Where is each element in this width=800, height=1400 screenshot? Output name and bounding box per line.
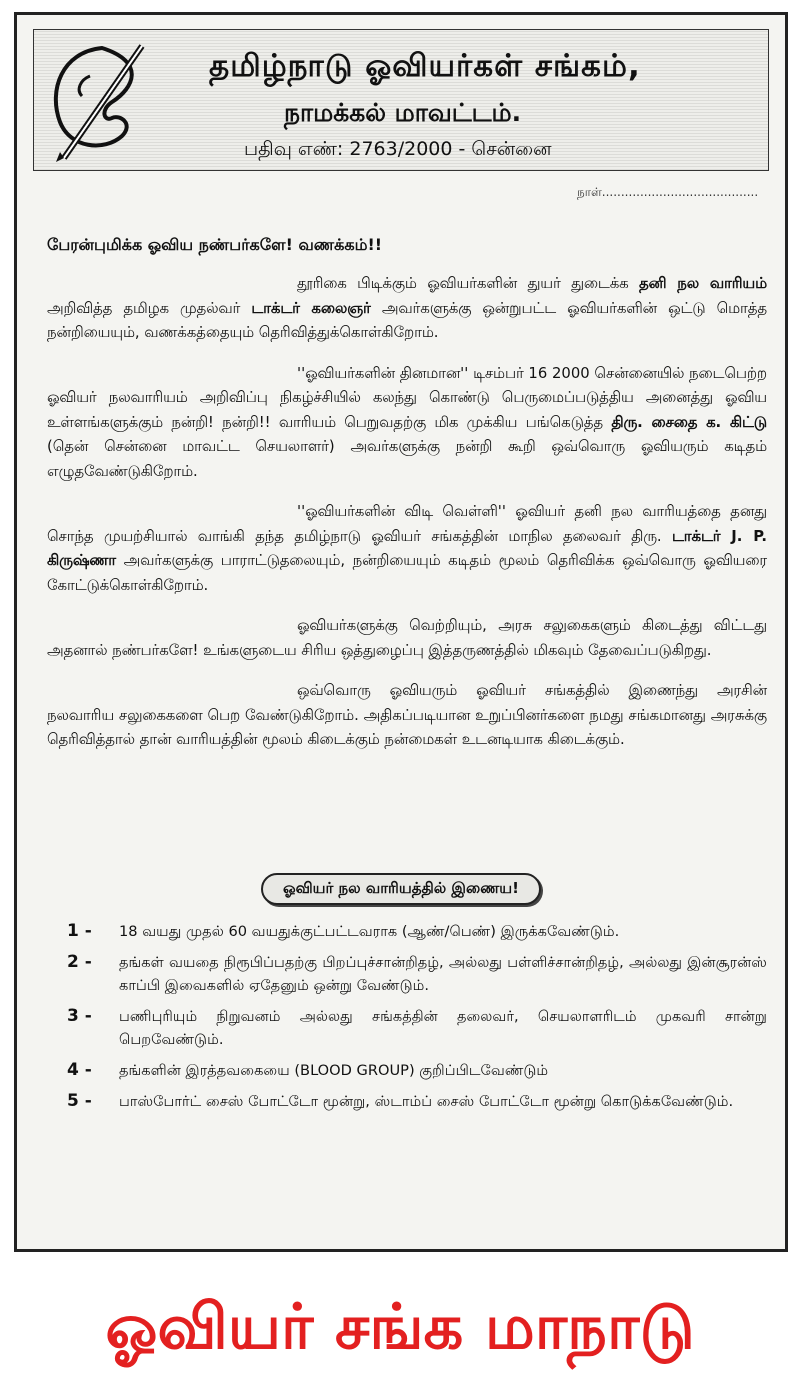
paragraph: ஒவ்வொரு ஓவியரும் ஓவியர் சங்கத்தில் இணைந்து அரசின் நலவாரிய சலுகைகளை பெற வேண்டுகிறோம். அதிகப்படியான உறுப்பினர்களை நமது சங்கமானது அரசுக்கு தெரிவித்தால் தான் வாரியத்தின் மூலம் கிடைக்கும் நன்மைகள் உடனடியாக கிடைக்கும். [47, 682, 767, 748]
item-number: 1 - [67, 921, 92, 941]
palette-brush-logo-icon [42, 40, 162, 164]
conference-title: ஓவியர் சங்க மாநாடு [105, 1290, 695, 1363]
item-number: 3 - [67, 1006, 92, 1026]
item-text: பணிபுரியும் நிறுவனம் அல்லது சங்கத்தின் தலைவர், செயலாளரிடம் முகவரி சான்று பெறவேண்டும். [119, 1008, 767, 1048]
paragraph: ஓவியர்களுக்கு வெற்றியும், அரசு சலுகைகளும் கிடைத்து விட்டது அதனால் நண்பர்களே! உங்களுடைய சிரிய ஒத்துழைப்பு இத்தருணத்தில் மிகவும் தேவைப்படுகிறது. [47, 617, 767, 659]
salutation: பேரன்புமிக்க ஓவிய நண்பர்களே! வணக்கம்!! [47, 235, 383, 254]
date-field: நாள்......................................... [577, 185, 759, 199]
list-item [67, 1005, 767, 1051]
banner-container [17, 873, 785, 905]
district-name: நாமக்கல் மாவட்டம். [284, 98, 522, 127]
list-item [67, 1059, 767, 1082]
item-number: 2 - [67, 952, 92, 972]
letterhead [33, 29, 769, 171]
item-text: தங்களின் இரத்தவகையை (BLOOD GROUP) குறிப்பிடவேண்டும் [119, 1062, 549, 1079]
item-text: 18 வயது முதல் 60 வயதுக்குட்பட்டவராக (ஆண்/பெண்) இருக்கவேண்டும். [119, 923, 620, 940]
item-number: 5 - [67, 1091, 92, 1111]
item-text: தங்கள் வயதை நிரூபிப்பதற்கு பிறப்புச்சான்றிதழ், அல்லது பள்ளிச்சான்றிதழ், அல்லது இன்சூரன்ஸ் காப்பி இவைகளில் ஏதேனும் ஒன்று வேண்டும். [119, 954, 767, 994]
item-number: 4 - [67, 1060, 92, 1080]
organization-name: தமிழ்நாடு ஓவியர்கள் சங்கம், [209, 48, 641, 84]
paragraph: ''ஓவியர்களின் விடி வெள்ளி'' ஓவியர் தனி நல வாரியத்தை தனது சொந்த முயற்சியால் வாங்கி தந்த தமிழ்நாடு ஓவியர் சங்கத்தின் மாநில தலைவர் திரு. டாக்டர் J. P. கிருஷ்ணா அவர்களுக்கு பாராட்டுதலையும், நன்றியையும் கடிதம் மூலம் தெரிவிக்க ஒவ்வொரு ஓவியரை கோட்டுக்கொள்கிறோம். [47, 503, 767, 594]
join-banner: ஓவியர் நல வாரியத்தில் இணைய! [261, 873, 541, 905]
letter-body [47, 272, 767, 769]
list-item [67, 1090, 767, 1113]
list-item [67, 920, 767, 943]
requirements-list [67, 920, 767, 1121]
item-text: பாஸ்போர்ட் சைஸ் போட்டோ மூன்று, ஸ்டாம்ப் சைஸ் போட்டோ மூன்று கொடுக்கவேண்டும். [119, 1093, 734, 1110]
paragraph: ''ஓவியர்களின் தினமான'' டிசம்பர் 16 2000 சென்னையில் நடைபெற்ற ஓவியர் நலவாரியம் அறிவிப்பு நிகழ்ச்சியில் கலந்து கொண்டு பெருமைப்படுத்திய அனைத்து ஓவிய உள்ளங்களுக்கும் நன்றி! நன்றி!! வாரியம் பெறுவதற்கு மிக முக்கிய பங்கெடுத்த திரு. சைதை க. கிட்டு (தென் சென்னை மாவட்ட செயலாளர்) அவர்களுக்கு நன்றி கூறி ஒவ்வொரு ஓவியரும் கடிதம் எழுதவேண்டுகிறோம். [47, 364, 767, 480]
list-item [67, 951, 767, 997]
registration-number: பதிவு எண்: 2763/2000 - சென்னை [244, 138, 552, 160]
paragraph: தூரிகை பிடிக்கும் ஓவியர்களின் துயர் துடைக்க தனி நல வாரியம் அறிவித்த தமிழக முதல்வர் டாக்டர் கலைஞர் அவர்களுக்கு ஒன்றுபட்ட ஓவியர்களின் ஒட்டு மொத்த நன்றியையும், வணக்கத்தையும் தெரிவித்துக்கொள்கிறோம். [47, 275, 768, 341]
letter-sheet [14, 12, 788, 1252]
